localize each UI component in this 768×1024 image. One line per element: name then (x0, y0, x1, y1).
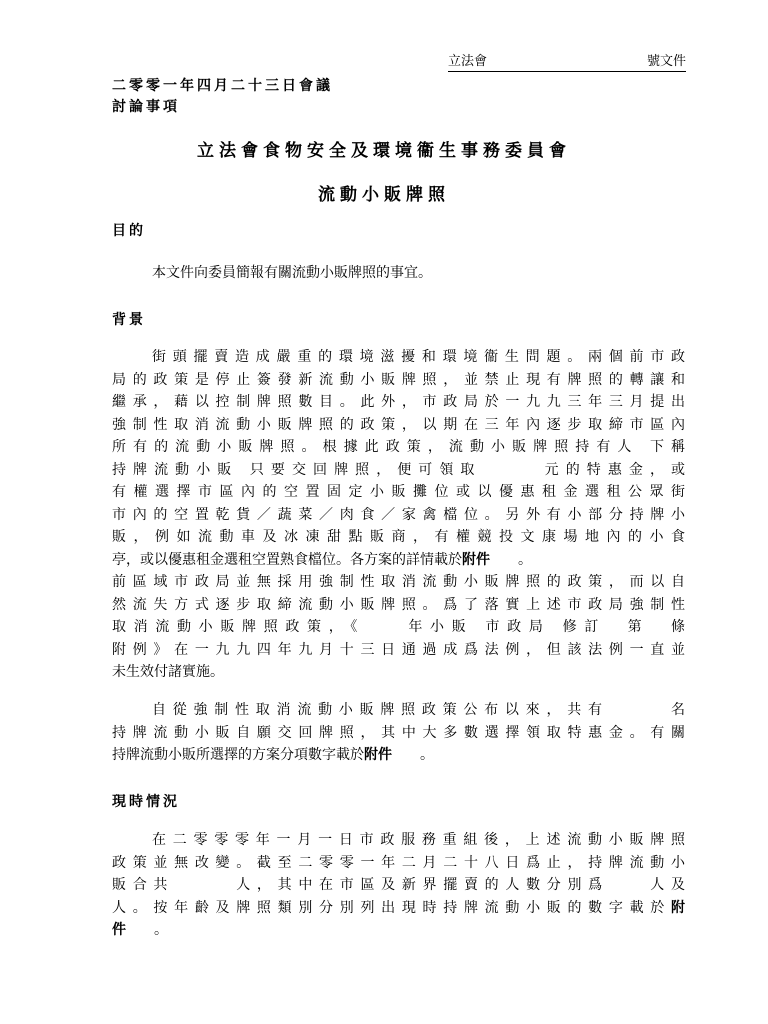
paragraph-line: 未生效付諸實施。 (112, 664, 224, 680)
item-type: 討論事項 (112, 99, 180, 115)
purpose-line: 本文件向委員簡報有關流動小販牌照的事宜。 (152, 265, 432, 281)
subject-title: 流動小販牌照 (318, 185, 450, 205)
paragraph-line: 繼承，藉以控制牌照數目。此外，市政局於一九九三年三月提出 (112, 394, 685, 410)
paragraph-line: 自從強制性取消流動小販牌照政策公布以來，共有 名 (152, 702, 685, 718)
meeting-date: 二零零一年四月二十三日會議 (112, 78, 333, 94)
document-reference (448, 54, 686, 72)
paragraph-line: 販，例如流動車及冰凍甜點販商，有權競投文康場地內的小食 (112, 529, 685, 545)
purpose-paragraph (112, 262, 685, 285)
paragraph-line-text: 亭，或以優惠租金選租空置熟食檔位。各方案的詳情載於 (112, 551, 462, 568)
annex-reference-part: 件 (112, 922, 126, 938)
paragraph-line-with-annex (112, 897, 685, 920)
paragraph-line: 件 。 (112, 922, 168, 938)
paragraph-line-text: 人。按年齡及牌照類別分別列出現時持牌流動小販的數字載於 (112, 899, 671, 916)
paragraph-line: 街頭擺賣造成嚴重的環境滋擾和環境衞生問題。兩個前市政 (152, 349, 685, 365)
paragraph-line: 持牌流動小販 只要交回牌照，便可領取 元的特惠金，或 (112, 461, 685, 478)
background-paragraph-1 (112, 346, 685, 684)
paragraph-line: 市內的空置乾貨／蔬菜／肉食／家禽檔位。另外有小部分持牌小 (112, 506, 685, 523)
annex-reference: 附件 (462, 551, 490, 568)
background-paragraph-2 (112, 699, 685, 767)
paragraph-line-text: 持牌流動小販所選擇的方案分項數字載於 (112, 747, 364, 763)
paragraph-line: 政策並無改變。截至二零零一年二月二十八日爲止，持牌流動小 (112, 854, 685, 871)
committee-title: 立法會食物安全及環境衞生事務委員會 (197, 141, 571, 161)
purpose-heading: 目的 (112, 223, 146, 239)
reference-paper-number: 號文件 (646, 54, 686, 69)
paragraph-line-with-annex: 亭，或以優惠租金選租空置熟食檔位。各方案的詳情載於附件 。 (112, 551, 532, 568)
paragraph-line: 販合共 人，其中在市區及新界擺賣的人數分別爲 人及 (112, 877, 685, 893)
paragraph-line: 強制性取消流動小販牌照的政策，以期在三年內逐步取締市區內 (112, 416, 685, 433)
annex-reference-part: 附 (671, 899, 685, 916)
paragraph-line: 所有的流動小販牌照。根據此政策，流動小販牌照持有人 下稱 (112, 439, 685, 455)
reference-council: 立法會 (448, 54, 488, 69)
paragraph-line: 取消流動小販牌照政策，《 年小販 市政局 修訂 第 條 (112, 619, 685, 635)
paragraph-line: 附例》在一九九四年九月十三日通過成爲法例，但該法例一直並 (112, 641, 685, 658)
current-situation-heading: 現時情況 (112, 794, 180, 810)
annex-reference: 附件 (364, 747, 392, 763)
paragraph-line: 持牌流動小販自願交回牌照，其中大多數選擇領取特惠金。有關 (112, 724, 685, 741)
paragraph-line: 然流失方式逐步取締流動小販牌照。爲了落實上述市政局強制性 (112, 596, 685, 613)
paragraph-line: 有權選擇市區內的空置固定小販攤位或以優惠租金選租公眾街 (112, 484, 685, 500)
paragraph-line: 在二零零零年一月一日市政服務重組後，上述流動小販牌照 (152, 832, 685, 848)
current-situation-paragraph (112, 829, 685, 942)
paragraph-line-with-annex: 持牌流動小販所選擇的方案分項數字載於附件 。 (112, 747, 434, 763)
paragraph-line: 局的政策是停止簽發新流動小販牌照，並禁止現有牌照的轉讓和 (112, 371, 685, 388)
paragraph-line: 前區域市政局並無採用強制性取消流動小販牌照的政策，而以自 (112, 574, 685, 590)
background-heading: 背景 (112, 312, 146, 328)
